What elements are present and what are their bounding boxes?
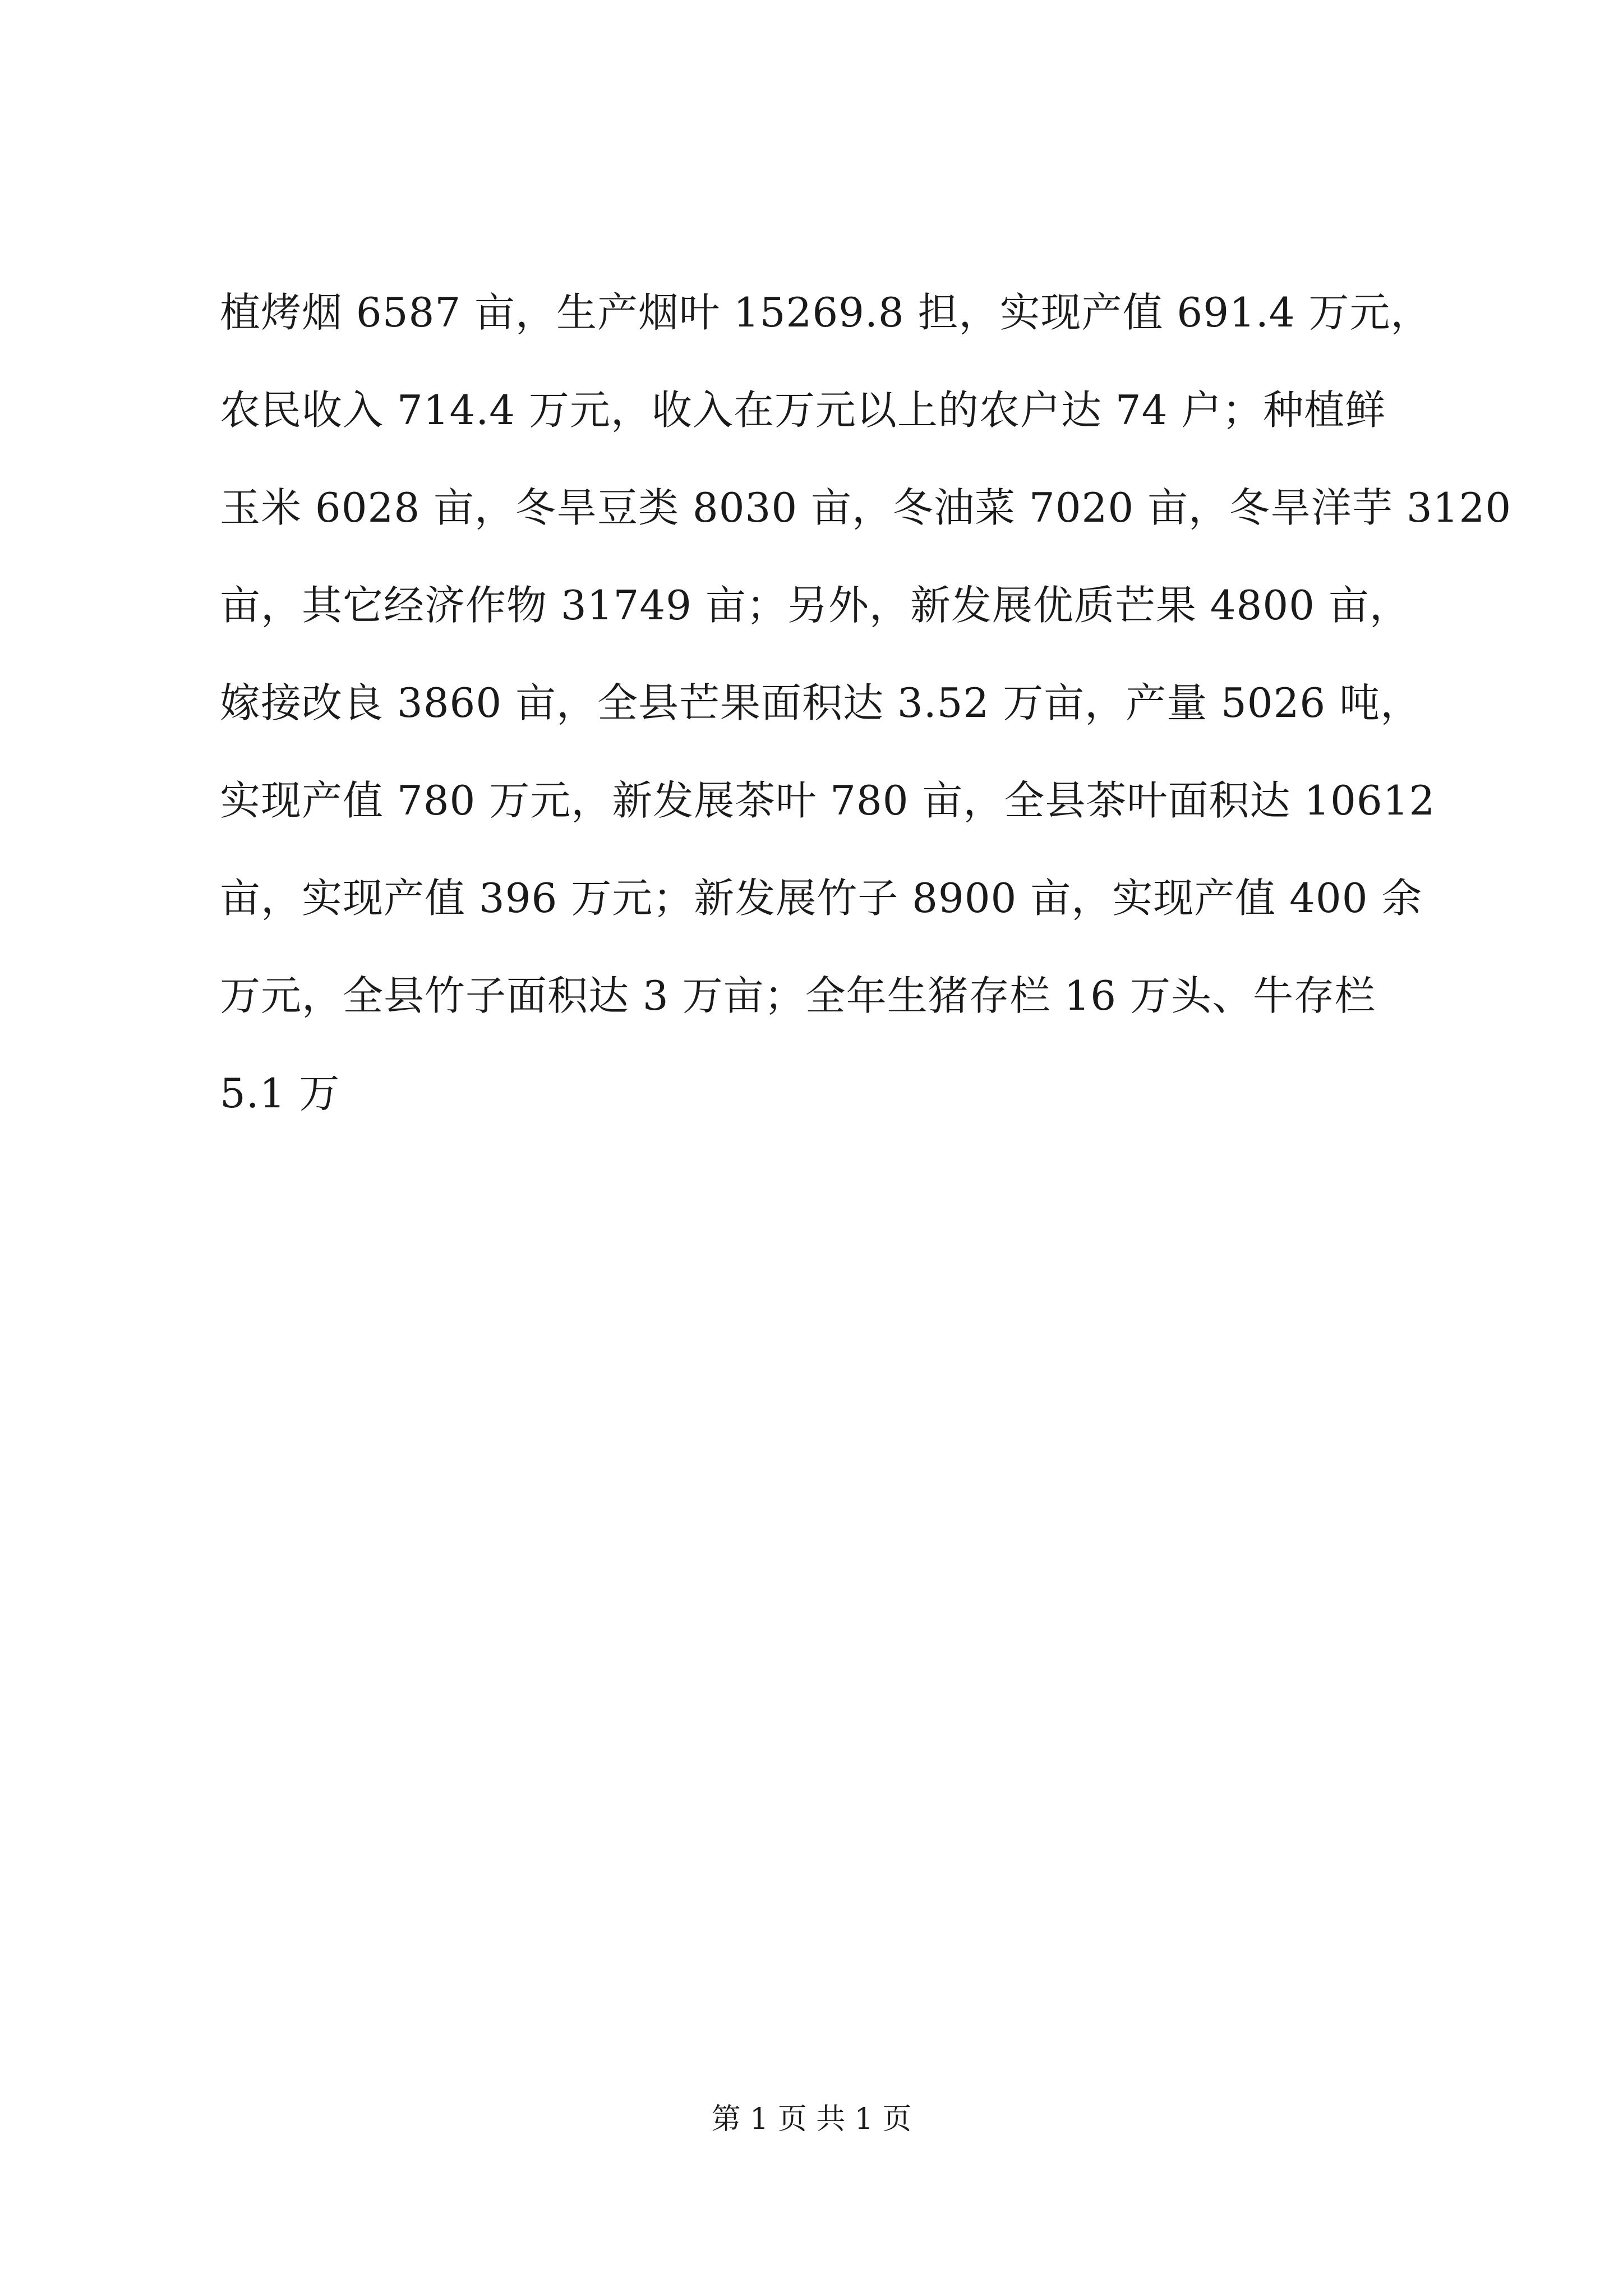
page-footer: 第 1 页 共 1 页 bbox=[711, 2102, 912, 2136]
text-line: 亩，其它经济作物 31749 亩；另外，新发展优质芒果 4800 亩， bbox=[220, 582, 1410, 629]
text-line: 玉米 6028 亩，冬旱豆类 8030 亩，冬油菜 7020 亩，冬旱洋芋 3120 bbox=[220, 484, 1512, 531]
text-line: 亩，实现产值 396 万元；新发展竹子 8900 亩，实现产值 400 余 bbox=[220, 875, 1423, 922]
text-line: 5.1 万 bbox=[220, 1070, 340, 1117]
text-line: 嫁接改良 3860 亩，全县芒果面积达 3.52 万亩，产量 5026 吨， bbox=[220, 679, 1422, 726]
text-line: 植烤烟 6587 亩，生产烟叶 15269.8 担，实现产值 691.4 万元， bbox=[220, 289, 1432, 336]
body-paragraph bbox=[220, 264, 1512, 1142]
text-line: 实现产值 780 万元，新发展茶叶 780 亩，全县茶叶面积达 10612 bbox=[220, 777, 1436, 824]
text-line: 农民收入 714.4 万元，收入在万元以上的农户达 74 户；种植鲜 bbox=[220, 386, 1386, 434]
text-line: 万元，全县竹子面积达 3 万亩；全年生猪存栏 16 万头、牛存栏 bbox=[220, 972, 1376, 1019]
